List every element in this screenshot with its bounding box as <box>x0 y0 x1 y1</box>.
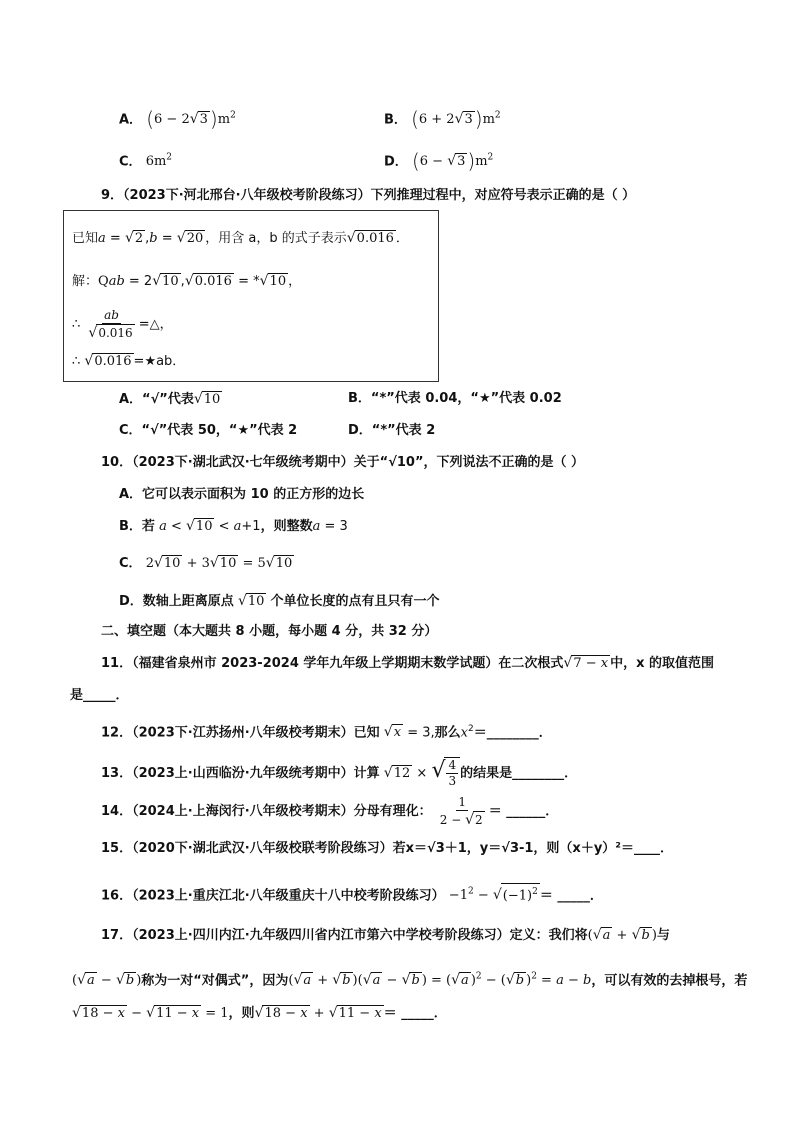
q14-suffix: ＝ ______． <box>488 804 559 819</box>
q17-line2: (√a − √b )称为一对“对偶式”，因为(√a + √b )(√a − √b ) = (√a )$^2$ − (√b )$^2$ = a − b，可以有效的去掉根号，若 <box>72 972 748 989</box>
q11-text-b: 中，x 的取值范围 <box>610 656 715 671</box>
q9-option-b[interactable]: B．“*”代表 0.04，“★”代表 0.02 <box>348 391 562 406</box>
q13-suffix: 的结果是________． <box>460 766 578 781</box>
q8-c-label: C． <box>119 154 142 170</box>
q10-option-b-suffix: ，则整数 <box>260 519 313 534</box>
q9-option-a-text: A．“√”代表 <box>119 392 194 407</box>
q8-option-a[interactable] <box>119 106 236 130</box>
q17-line2-a: 称为一对“对偶式”，因为 <box>141 973 289 989</box>
q8-c-math: $6m^2$ <box>145 153 173 170</box>
q17-line1-end: 与 <box>656 928 670 943</box>
q8-option-c[interactable] <box>119 148 172 172</box>
q10-option-c[interactable]: C． 2√10 + 3√10 = 5√10 <box>119 555 293 571</box>
q16-suffix: ＝ _____． <box>539 888 603 904</box>
q8-option-d[interactable] <box>384 148 493 172</box>
q17-line2-b: ，可以有效的去掉根号，若 <box>591 973 748 989</box>
q11-line1: 11．（福建省泉州市 2023-2024 学年九年级上学期期末数学试题）在二次根式√7 − x 中，x 的取值范围 <box>101 655 715 671</box>
q8-d-label: D． <box>384 154 408 170</box>
q8-a-label: A． <box>119 112 143 128</box>
q9-option-c[interactable]: C．“√”代表 50，“★”代表 2 <box>119 423 298 438</box>
q9-box-line1: 已知a = √2 ,b = √20 ，用含 a，b 的式子表示√0.016 ． <box>72 230 409 246</box>
q11-text-a: 11．（福建省泉州市 2023-2024 学年九年级上学期期末数学试题）在二次根式 <box>101 656 564 671</box>
q9-stem: 9．（2023下·河北邢台·八年级校考阶段练习）下列推理过程中，对应符号表示正确的是（ ） <box>101 188 636 203</box>
q12-prefix: 12．（2023下·江苏扬州·八年级校考期末）已知 <box>101 725 380 741</box>
q15-suffix: ____． <box>634 841 674 856</box>
q10-option-b[interactable]: B．若 a < √10 < a+1，则整数a = 3 <box>119 518 348 534</box>
q9-box-line4: ∴ √0.016 =★ab． <box>72 353 186 369</box>
q15 <box>101 839 673 859</box>
q9-option-a[interactable]: A．“√”代表√10 <box>119 391 221 407</box>
q9-box-line1-text: ，用含 a，b 的式子表示 <box>205 231 347 246</box>
q16: 16．（2023上·重庆江北·八年级重庆十八中校考阶段练习） $-1^2 - √(-1)^2$ ＝ _____． <box>101 882 603 906</box>
q10-option-d-prefix: D．数轴上距离原点 <box>119 594 234 609</box>
q15-prefix: 15．（2020下·湖北武汉·八年级校联考阶段练习）若 <box>101 841 406 856</box>
q15-mid: x＝√3＋1，y＝√3-1，则（x＋y）²＝ <box>405 841 634 856</box>
q13-prefix: 13．（2023上·山西临汾·九年级统考期中）计算 <box>101 766 380 781</box>
q12: 12．（2023下·江苏扬州·八年级校考期末）已知 √x = 3,那么$x^2=\_\_\_\_\_\_\_\_$． <box>101 724 552 741</box>
q17-line3: √18 − x − √11 − x = 1，则√18 − x + √11 − x ＝ _____． <box>72 1005 447 1021</box>
q10-option-d[interactable]: D．数轴上距离原点 √10 个单位长度的点有且只有一个 <box>119 593 440 609</box>
q8-d-math: (6 − √3 )$m^2$ <box>411 149 494 174</box>
q8-option-b[interactable] <box>384 106 501 130</box>
q17-line1: 17．（2023上·四川内江·九年级四川省内江市第六中学校考阶段练习）定义：我们将(√a + √b )与 <box>101 927 670 943</box>
q10-option-d-suffix: 个单位长度的点有且只有一个 <box>270 594 440 609</box>
q9-box-line3-suffix: =△， <box>138 317 173 332</box>
section-title: 二、填空题（本大题共 8 小题，每小题 4 分，共 32 分） <box>101 624 438 639</box>
q12-suffix: ＝________． <box>473 725 552 741</box>
q10-stem: 10．（2023下·湖北武汉·七年级统考期中）关于“√10”，下列说法不正确的是（ ） <box>101 455 585 470</box>
q8-b-math: (6 + 2√3 )$m^2$ <box>411 107 501 132</box>
q10-option-b-prefix: B．若 <box>119 519 155 534</box>
q14-prefix: 14．（2024上·上海闵行·八年级校考期末）分母有理化： <box>101 804 432 819</box>
q14: 14．（2024上·上海闵行·八年级校考期末）分母有理化： $\frac{1}{2 - √2}$ ＝ ______． <box>101 795 559 828</box>
q9-box-line3: ∴ $\frac{ab}{√0.016}$ =△， <box>72 308 173 341</box>
q9-option-d[interactable]: D．“*”代表 2 <box>348 423 436 438</box>
q13: 13．（2023上·山西临汾·九年级统考期中）计算 √12 × √ $\frac{4}{3}$ 的结果是________． <box>101 758 578 788</box>
q9-box-line4-text: =★ab． <box>133 354 186 369</box>
q17-line3-end: ＝ _____． <box>383 1006 447 1021</box>
q17-line1-text: 17．（2023上·四川内江·九年级四川省内江市第六中学校考阶段练习）定义：我们将 <box>101 928 588 943</box>
q9-box-line2: 解：Qab = 2√10 ,√0.016 = *√10 ， <box>72 273 302 289</box>
q9-box-line2-prefix: 解： <box>72 274 99 289</box>
q11-line2: 是_____． <box>70 688 129 703</box>
q10-option-a[interactable]: A．它可以表示面积为 10 的正方形的边长 <box>119 487 365 502</box>
q8-b-label: B． <box>384 112 407 128</box>
q12-mid: 那么 <box>434 725 461 741</box>
q17-line3-mid: ，则 <box>228 1006 255 1021</box>
q16-prefix: 16．（2023上·重庆江北·八年级重庆十八中校考阶段练习） <box>101 888 445 904</box>
q10-option-c-prefix: C． <box>119 556 142 571</box>
q8-a-math: (6 − 2√3 )$m^2$ <box>146 107 236 132</box>
